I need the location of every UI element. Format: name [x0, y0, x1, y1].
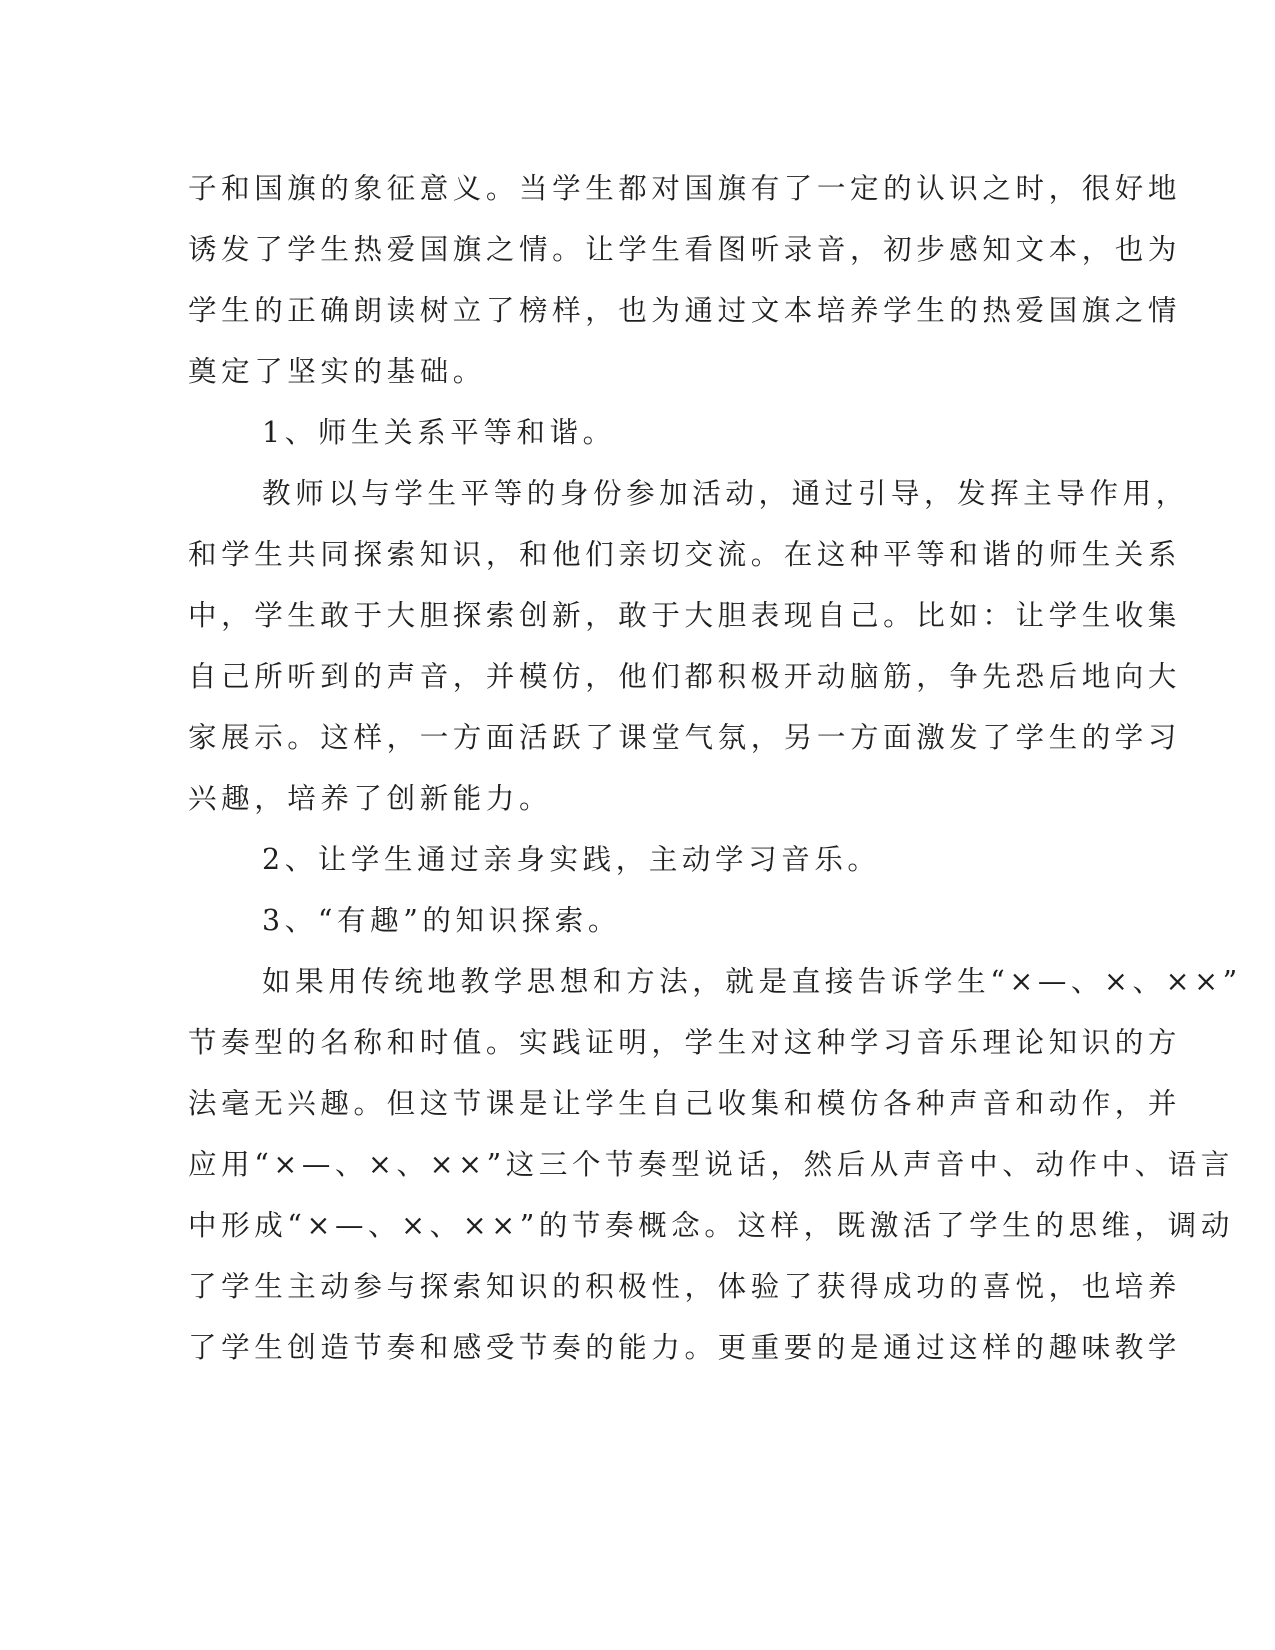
text-line: 和学生共同探索知识，和他们亲切交流。在这种平等和谐的师生关系 — [188, 538, 1182, 571]
text-line: 法毫无兴趣。但这节课是让学生自己收集和模仿各种声音和动作，并 — [188, 1087, 1182, 1120]
text-line: 教师以与学生平等的身份参加活动，通过引导，发挥主导作用， — [262, 477, 1189, 510]
text-line: 节奏型的名称和时值。实践证明，学生对这种学习音乐理论知识的方 — [188, 1026, 1182, 1059]
text-line: 中形成“×—、×、××”的节奏概念。这样，既激活了学生的思维，调动 — [188, 1209, 1234, 1242]
body-text — [188, 158, 1242, 1378]
text-line: 诱发了学生热爱国旗之情。让学生看图听录音，初步感知文本，也为 — [188, 233, 1182, 266]
text-line: 子和国旗的象征意义。当学生都对国旗有了一定的认识之时，很好地 — [188, 172, 1182, 205]
text-line: 兴趣，培养了创新能力。 — [188, 782, 553, 815]
text-line: 学生的正确朗读树立了榜样，也为通过文本培养学生的热爱国旗之情 — [188, 294, 1182, 327]
section-heading-2: 2、让学生通过亲身实践，主动学习音乐。 — [262, 843, 881, 876]
text-line: 如果用传统地教学思想和方法，就是直接告诉学生“×—、×、××” — [262, 965, 1242, 998]
text-line: 奠定了坚实的基础。 — [188, 355, 486, 388]
text-line: 了学生主动参与探索知识的积极性，体验了获得成功的喜悦，也培养 — [188, 1270, 1182, 1303]
section-heading-3: 3、“有趣”的知识探索。 — [262, 904, 621, 937]
text-line: 家展示。这样，一方面活跃了课堂气氛，另一方面激发了学生的学习 — [188, 721, 1182, 754]
text-line: 中，学生敢于大胆探索创新，敢于大胆表现自己。比如：让学生收集 — [188, 599, 1182, 632]
section-heading-1: 1、师生关系平等和谐。 — [262, 416, 616, 449]
text-line: 了学生创造节奏和感受节奏的能力。更重要的是通过这样的趣味教学 — [188, 1331, 1182, 1364]
text-line: 自己所听到的声音，并模仿，他们都积极开动脑筋，争先恐后地向大 — [188, 660, 1182, 693]
text-line: 应用“×—、×、××”这三个节奏型说话，然后从声音中、动作中、语言 — [188, 1148, 1234, 1181]
